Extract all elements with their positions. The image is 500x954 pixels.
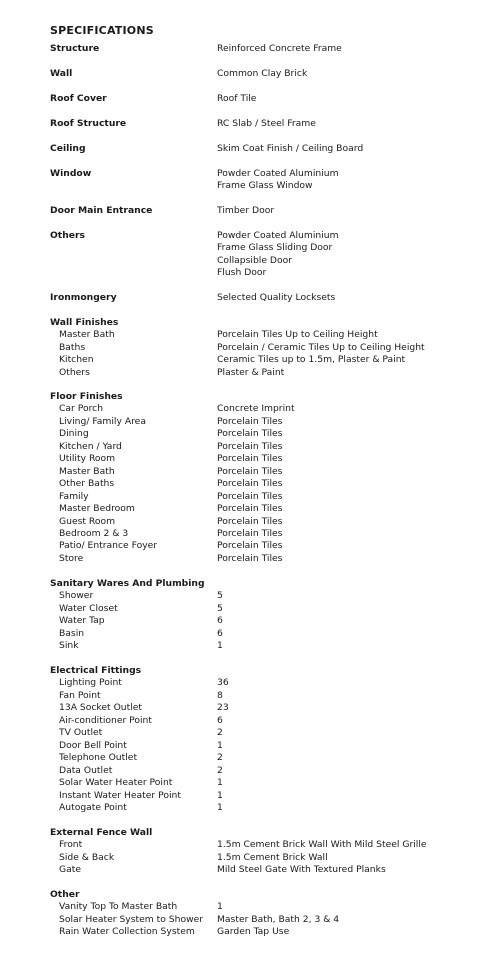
spec-label: Door Main Entrance: [50, 205, 153, 216]
spec-label: Window: [50, 168, 92, 179]
item-value: 1: [217, 777, 223, 789]
spec-value: Powder Coated Aluminium: [217, 230, 339, 241]
item-value: 2: [217, 727, 223, 739]
item-label: Dining: [59, 428, 89, 440]
item-label: 13A Socket Outlet: [59, 702, 143, 714]
item-label: Car Porch: [59, 403, 104, 415]
item-value: Ceramic Tiles up to 1.5m, Plaster & Paint: [217, 354, 406, 366]
spec-value: Roof Tile: [217, 93, 257, 104]
item-label: Gate: [59, 864, 82, 876]
item-value: Porcelain Tiles: [217, 552, 283, 564]
item-value: Concrete Imprint: [217, 403, 295, 415]
item-value: Porcelain / Ceramic Tiles Up to Ceiling Height: [217, 341, 425, 353]
spec-label: Ceiling: [50, 143, 86, 154]
item-value: Porcelain Tiles: [217, 478, 283, 490]
item-value: Porcelain Tiles Up to Ceiling Height: [217, 329, 378, 341]
spec-value: Flush Door: [217, 267, 267, 279]
item-value: Porcelain Tiles: [217, 503, 283, 515]
item-value: 2: [217, 764, 223, 776]
item-value: 36: [217, 677, 229, 689]
item-label: Fan Point: [59, 689, 101, 701]
item-label: Other Baths: [59, 478, 115, 490]
item-value: Master Bath, Bath 2, 3 & 4: [217, 913, 340, 925]
item-label: Rain Water Collection System: [59, 926, 195, 938]
item-label: Family: [59, 490, 89, 502]
item-label: Basin: [59, 627, 85, 639]
spec-value: Reinforced Concrete Frame: [217, 43, 342, 54]
item-value: 23: [217, 702, 229, 714]
item-value: Porcelain Tiles: [217, 415, 283, 427]
item-value: 1: [217, 739, 223, 751]
page-title: SPECIFICATIONS: [50, 24, 154, 37]
item-label: Guest Room: [59, 515, 116, 527]
section-heading: Wall Finishes: [50, 317, 119, 328]
item-label: Utility Room: [59, 453, 116, 465]
item-value: 2: [217, 752, 223, 764]
item-value: Porcelain Tiles: [217, 490, 283, 502]
item-value: Mild Steel Gate With Textured Planks: [217, 864, 386, 876]
item-label: Water Closet: [59, 602, 118, 614]
item-value: Porcelain Tiles: [217, 453, 283, 465]
item-label: Air-conditioner Point: [59, 714, 152, 726]
item-label: Telephone Outlet: [59, 752, 138, 764]
item-label: Lighting Point: [59, 677, 122, 689]
item-value: Porcelain Tiles: [217, 428, 283, 440]
item-label: Door Bell Point: [59, 739, 127, 751]
item-value: 8: [217, 689, 223, 701]
item-value: Porcelain Tiles: [217, 440, 283, 452]
item-value: 5: [217, 602, 223, 614]
section-heading: Other: [50, 889, 80, 900]
item-value: 6: [217, 615, 223, 627]
spec-value: Frame Glass Sliding Door: [217, 242, 333, 254]
spec-label: Wall: [50, 68, 73, 79]
item-value: Porcelain Tiles: [217, 527, 283, 539]
spec-value: Selected Quality Locksets: [217, 292, 336, 303]
item-label: TV Outlet: [59, 727, 103, 739]
item-label: Solar Water Heater Point: [59, 777, 173, 789]
spec-label: Roof Structure: [50, 118, 127, 129]
item-label: Master Bath: [59, 465, 115, 477]
item-label: Instant Water Heater Point: [59, 789, 181, 801]
item-label: Water Tap: [59, 615, 105, 627]
item-value: 6: [217, 714, 223, 726]
item-label: Data Outlet: [59, 764, 113, 776]
section-heading: Electrical Fittings: [50, 665, 142, 676]
item-label: Master Bath: [59, 329, 115, 341]
spec-value: Powder Coated Aluminium: [217, 168, 339, 179]
item-value: 5: [217, 590, 223, 602]
section-heading: Sanitary Wares And Plumbing: [50, 578, 205, 589]
spec-value: RC Slab / Steel Frame: [217, 118, 316, 129]
item-label: Store: [59, 552, 84, 564]
item-label: Vanity Top To Master Bath: [59, 901, 178, 913]
item-label: Bedroom 2 & 3: [59, 527, 129, 539]
item-label: Master Bedroom: [59, 503, 135, 515]
item-value: Plaster & Paint: [217, 366, 285, 378]
item-value: 1.5m Cement Brick Wall With Mild Steel Grille: [217, 839, 427, 851]
item-value: 1: [217, 801, 223, 813]
spec-value: Common Clay Brick: [217, 68, 308, 79]
item-value: 1.5m Cement Brick Wall: [217, 851, 328, 863]
spec-value: Frame Glass Window: [217, 180, 313, 192]
spec-value: Skim Coat Finish / Ceiling Board: [217, 143, 364, 154]
item-value: Porcelain Tiles: [217, 515, 283, 527]
spec-label: Ironmongery: [50, 292, 117, 303]
item-label: Sink: [59, 640, 79, 652]
item-label: Front: [59, 839, 83, 851]
item-label: Side & Back: [59, 851, 115, 863]
item-value: 1: [217, 789, 223, 801]
item-label: Autogate Point: [59, 801, 127, 813]
item-value: 1: [217, 640, 223, 652]
spec-value: Timber Door: [217, 205, 275, 216]
item-label: Kitchen / Yard: [59, 440, 122, 452]
item-value: 6: [217, 627, 223, 639]
spec-label: Roof Cover: [50, 93, 107, 104]
item-value: 1: [217, 901, 223, 913]
item-label: Patio/ Entrance Foyer: [59, 540, 158, 552]
item-label: Shower: [59, 590, 94, 602]
item-label: Living/ Family Area: [59, 415, 146, 427]
section-heading: External Fence Wall: [50, 827, 153, 838]
spec-label: Structure: [50, 43, 100, 54]
item-label: Others: [59, 366, 90, 378]
section-heading: Floor Finishes: [50, 391, 123, 402]
item-label: Baths: [59, 341, 86, 353]
spec-value: Collapsible Door: [217, 254, 292, 266]
item-label: Solar Heater System to Shower: [59, 913, 204, 925]
spec-label: Others: [50, 230, 85, 241]
item-label: Kitchen: [59, 354, 94, 366]
item-value: Garden Tap Use: [217, 926, 290, 938]
item-value: Porcelain Tiles: [217, 540, 283, 552]
item-value: Porcelain Tiles: [217, 465, 283, 477]
